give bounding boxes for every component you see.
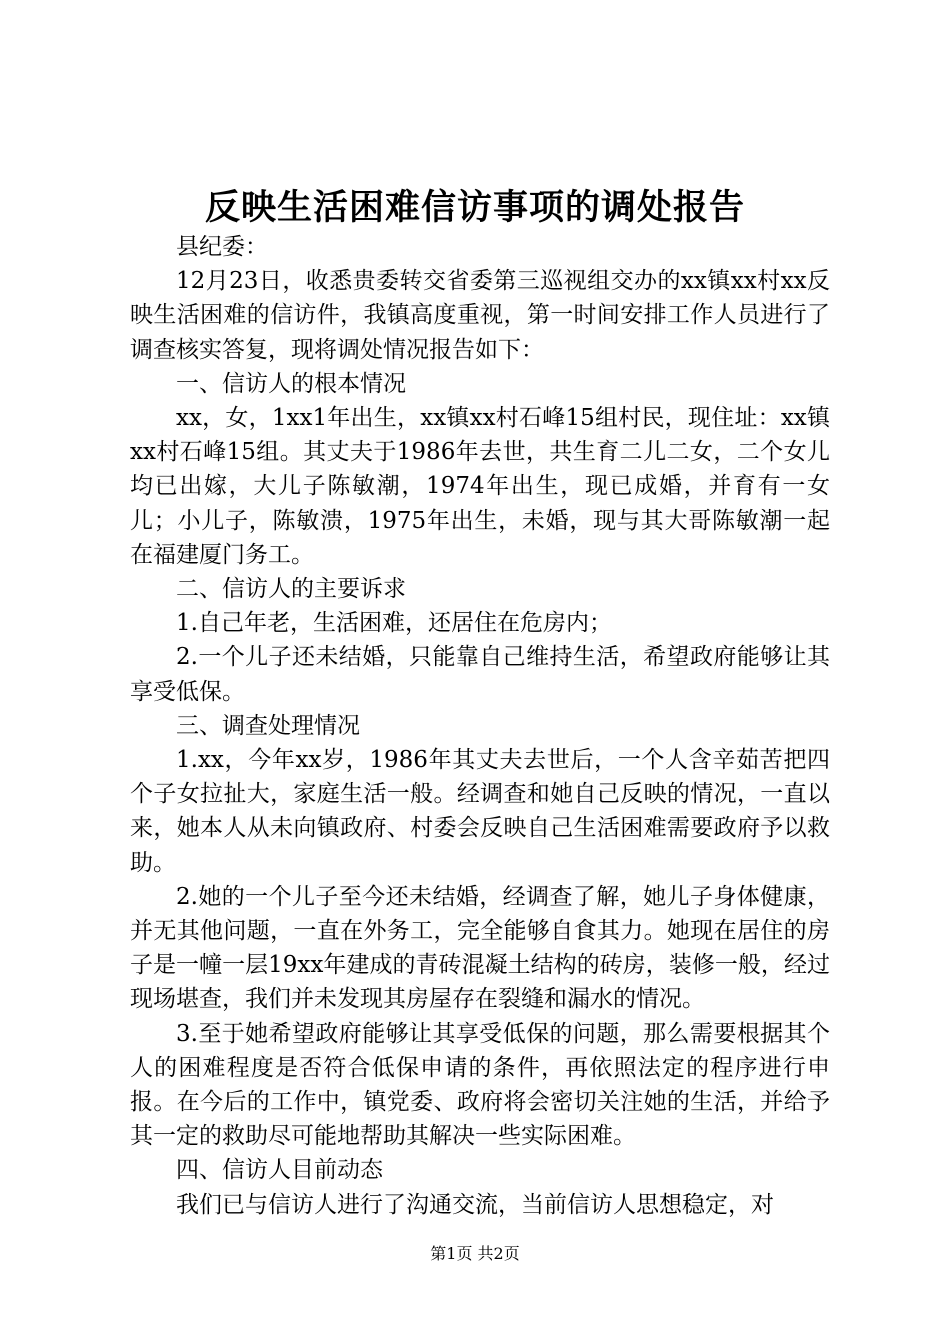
intro-paragraph: 12月23日，收悉贵委转交省委第三巡视组交办的xx镇xx村xx反映生活困难的信访件，我镇高度重视，第一时间安排工作人员进行了调查核实答复，现将调处情况报告如下： — [130, 268, 830, 363]
section-heading-4: 四、信访人目前动态 — [176, 1157, 383, 1184]
document-title: 反映生活困难信访事项的调处报告 — [204, 187, 745, 228]
section-2-item-2: 2.一个儿子还未结婚，只能靠自己维持生活，希望政府能够让其享受低保。 — [130, 644, 830, 705]
section-3-item-2: 2.她的一个儿子至今还未结婚，经调查了解，她儿子身体健康，并无其他问题，一直在外务工，完全能够自食其力。她现在居住的房子是一幢一层19xx年建成的青砖混凝土结构的砖房，装修一般，经过现场堪查，我们并未发现其房屋存在裂缝和漏水的情况。 — [130, 883, 830, 1013]
section-3-item-3: 3.至于她希望政府能够让其享受低保的问题，那么需要根据其个人的困难程度是否符合低保申请的条件，再依照法定的程序进行申报。在今后的工作中，镇党委、政府将会密切关注她的生活，并给予其一定的救助尽可能地帮助其解决一些实际困难。 — [130, 1020, 830, 1150]
page-number-footer: 第1页 共2页 — [430, 1244, 520, 1263]
section-1-paragraph: xx，女，1xx1年出生，xx镇xx村石峰15组村民，现住址：xx镇xx村石峰15组。其丈夫于1986年去世，共生育二儿二女，二个女儿均已出嫁，大儿子陈敏潮，1974年出生，现已成婚，并育有一女儿；小儿子，陈敏溃，1975年出生，未婚，现与其大哥陈敏潮一起在福建厦门务工。 — [130, 405, 830, 568]
document-body — [130, 230, 830, 1222]
section-2-item-1: 1.自己年老，生活困难，还居住在危房内； — [176, 610, 612, 637]
salutation: 县纪委： — [176, 234, 268, 260]
section-4-paragraph: 我们已与信访人进行了沟通交流，当前信访人思想稳定，对 — [176, 1191, 774, 1218]
section-3-item-1: 1.xx，今年xx岁，1986年其丈夫去世后，一个人含辛茹苦把四个子女拉扯大，家庭生活一般。经调查和她自己反映的情况，一直以来，她本人从未向镇政府、村委会反映自己生活困难需要政府予以救助。 — [130, 747, 830, 876]
section-heading-1: 一、信访人的根本情况 — [176, 370, 406, 397]
section-heading-3: 三、调查处理情况 — [176, 712, 360, 739]
section-heading-2: 二、信访人的主要诉求 — [176, 576, 406, 603]
